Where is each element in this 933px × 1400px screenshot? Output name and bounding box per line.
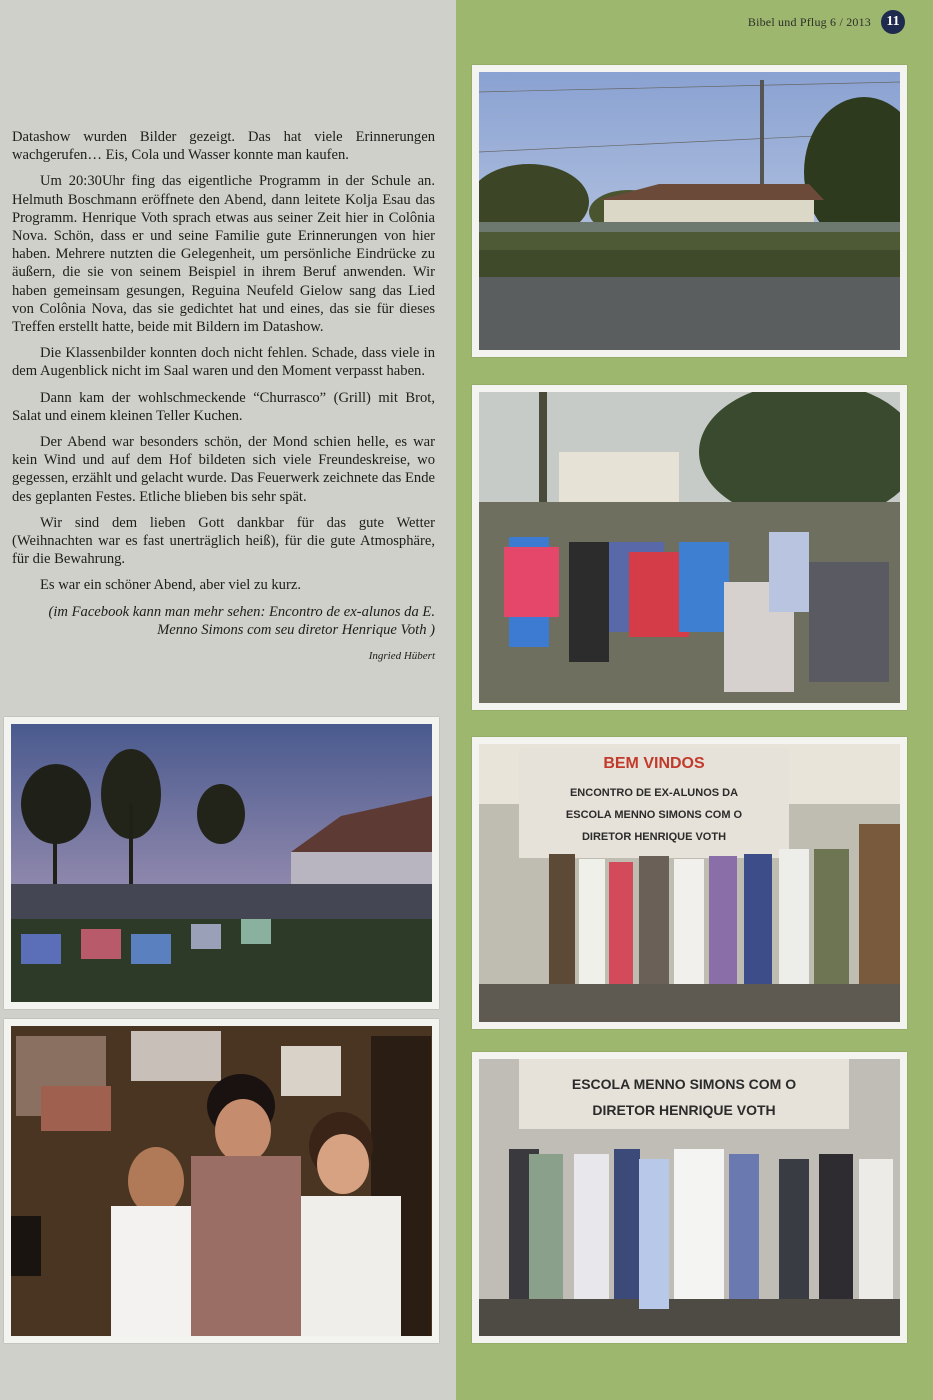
paragraph: Datashow wurden Bilder gezeigt. Das hat viele Erinnerungen wachgerufen… Eis, Cola und Wasser konnte man kaufen. (12, 129, 435, 164)
banner-2-line-2: DIRETOR HENRIQUE VOTH (592, 1102, 776, 1118)
photo-people-hugging (472, 385, 907, 710)
photo-three-women (4, 1019, 439, 1343)
banner-bem-vindos: BEM VINDOS (603, 755, 705, 772)
article-text (12, 128, 435, 665)
photo-group-banner-1 (472, 737, 907, 1029)
paragraph: Wir sind dem lieben Gott dankbar für das gute Wetter (Weihnachten war es fast unerträglich heiß), für die gute Atmosphäre, für die Bewahrung. (12, 514, 435, 568)
banner-line-1: ENCONTRO DE EX-ALUNOS DA (569, 787, 739, 799)
banner-line-2: ESCOLA MENNO SIMONS COM O (565, 809, 743, 821)
page-header (748, 10, 905, 34)
banner-line-3: DIRETOR HENRIQUE VOTH (581, 831, 727, 843)
photo-school-building (472, 65, 907, 357)
paragraph: Dann kam der wohlschmeckende “Churrasco” (Grill) mit Brot, Salat und einem kleinen Teller Kuchen. (12, 389, 435, 424)
paragraph: Es war ein schöner Abend, aber viel zu kurz. (40, 577, 301, 594)
banner-2-line-1: ESCOLA MENNO SIMONS COM O (571, 1076, 797, 1092)
author-name: Ingried Hübert (368, 649, 435, 662)
magazine-issue: Bibel und Pflug 6 / 2013 (747, 14, 871, 29)
facebook-note: (im Facebook kann man mehr sehen: Encontro de ex-alunos da E. Menno Simons com seu diretor Henrique Voth ) (48, 603, 435, 638)
paragraph: Der Abend war besonders schön, der Mond schien helle, es war kein Wind und auf dem Hof bildeten sich viele Freundeskreise, wo gegessen, erzählt und gelacht wurde. Das Feuerwerk zeichnete das Ende des geplanten Festes. Etliche blieben bis sehr spät. (12, 434, 435, 505)
paragraph: Die Klassenbilder konnten doch nicht fehlen. Schade, dass viele in dem Augenblick nicht im Saal waren und den Moment verpasst haben. (12, 345, 435, 380)
photo-group-banner-2 (472, 1052, 907, 1343)
paragraph: Um 20:30Uhr fing das eigentliche Programm in der Schule an. Helmuth Boschmann eröffnete den Abend, dann leitete Kolja Esau das Programm. Henrique Voth sprach etwas aus seiner Zeit hier in Colônia Nova. Schön, dass er und seine Familie gute Erinnerungen von hier haben. Mehrere nutzten die Gelegenheit, um persönliche Eindrücke zu äußern, die sie von seinem Beispiel in ihrem Beruf anwenden. Wir haben gemeinsam gesungen, Reguina Neufeld Gielow sang das Lied von Colônia Nova, das sie gedichtet hat und eines, das sie für dieses Treffen erstellt hatte, beide mit Bildern im Datashow. (12, 173, 435, 336)
photo-evening-crowd (4, 717, 439, 1009)
page-number: 11 (881, 10, 905, 34)
